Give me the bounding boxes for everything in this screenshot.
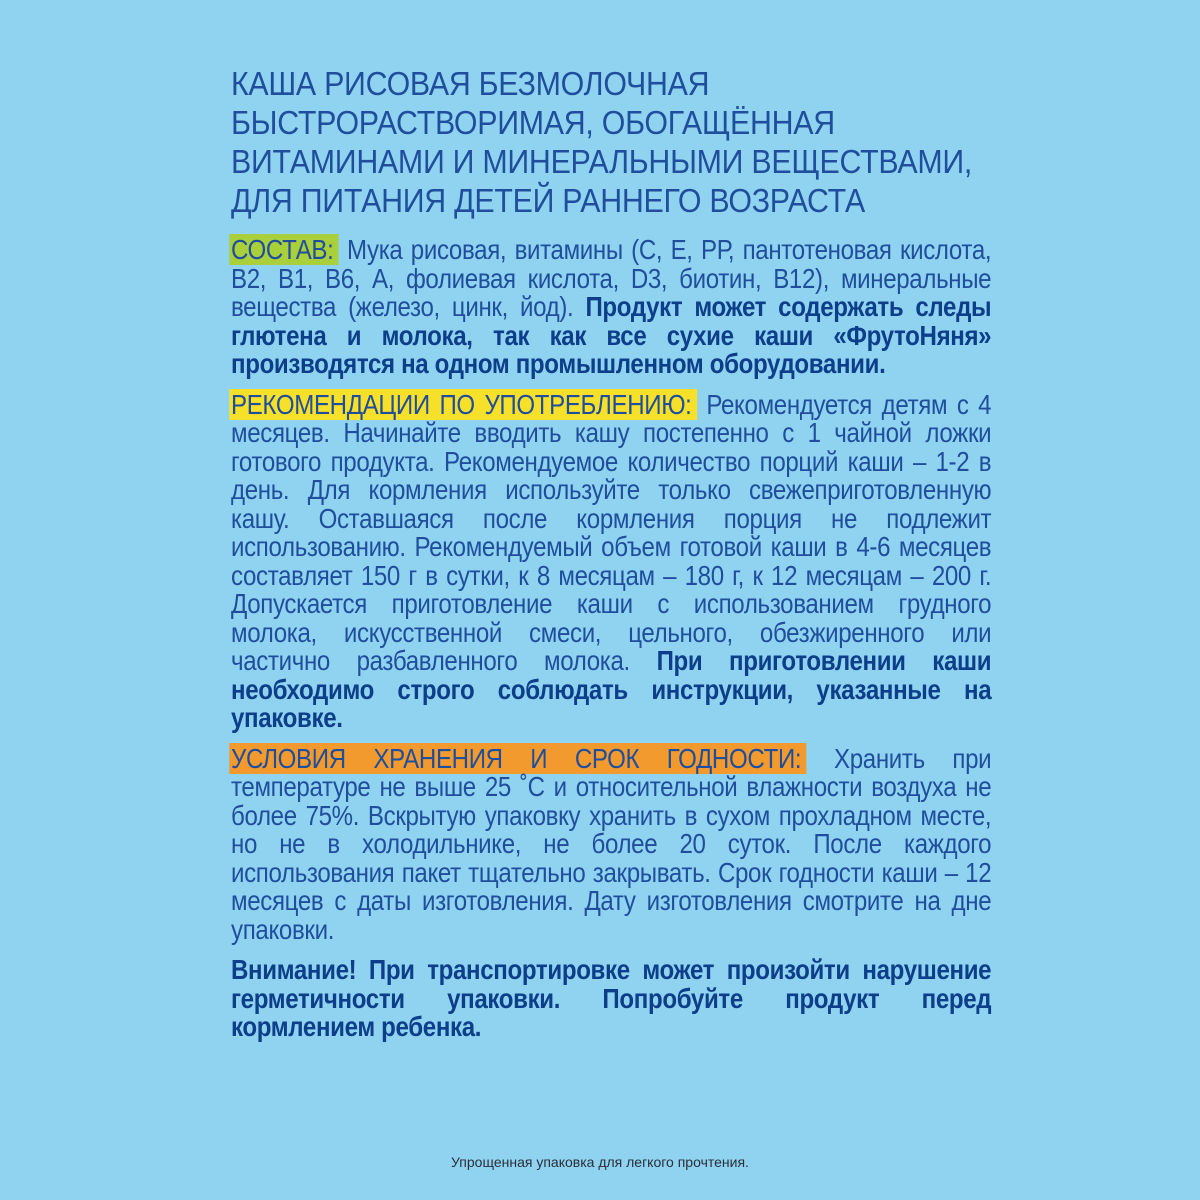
composition-section bbox=[231, 236, 991, 379]
storage-section bbox=[231, 742, 992, 945]
title-line: КАША РИСОВАЯ БЕЗМОЛОЧНАЯ bbox=[231, 65, 710, 102]
recommendations-section bbox=[231, 388, 992, 733]
composition-label: СОСТАВ: bbox=[229, 234, 338, 265]
title-line: БЫСТРОРАСТВОРИМАЯ, ОБОГАЩЁННАЯ bbox=[231, 104, 835, 141]
title-line: ВИТАМИНАМИ И МИНЕРАЛЬНЫМИ ВЕЩЕСТВАМИ, bbox=[231, 143, 973, 180]
footnote: Упрощенная упаковка для легкого прочтения. bbox=[451, 1154, 749, 1170]
title-line: ДЛЯ ПИТАНИЯ ДЕТЕЙ РАННЕГО ВОЗРАСТА bbox=[231, 182, 865, 219]
storage-text: Хранить при температуре не выше 25 ˚С и относительной влажности воздуха не более 75%. Вскрытую упаковку хранить в сухом прохладном месте, но не в холодильнике, не более 20 суток. После каждого использования пакет тщательно закрывать. Срок годности каши – 12 месяцев с даты изготовления. Дату изготовления смотрите на дне упаковки. bbox=[231, 742, 992, 945]
attention-section: Внимание! При транспортировке может произойти нарушение герметичности упаковки. Попробуйте продукт перед кормлением ребенка. bbox=[231, 954, 992, 1042]
recommendations-label: РЕКОМЕНДАЦИИ ПО УПОТРЕБЛЕНИЮ: bbox=[229, 389, 696, 420]
composition-text: Мука рисовая, витамины (С, Е, РР, пантотеновая кислота, В2, В1, В6, А, фолиевая кислота, D3, биотин, В12), минеральные вещества (железо, цинк, йод). bbox=[231, 234, 992, 322]
recommendations-text: Рекомендуется детям с 4 месяцев. Начинайте вводить кашу постепенно с 1 чайной ложки готового продукта. Рекомендуемое количество порций каши – 1-2 в день. Для кормления используйте только свежеприготовленную кашу. Оставшаяся после кормления порция не подлежит использованию. Рекомендуемый объем готовой каши в 4-6 месяцев составляет 150 г в сутки, к 8 месяцам – 180 г, к 12 месяцам – 200 г. Допускается приготовление каши с использованием грудного молока, искусственной смеси, цельного, обезжиренного или частично разбавленного молока. bbox=[231, 388, 992, 676]
storage-label: УСЛОВИЯ ХРАНЕНИЯ И СРОК ГОДНОСТИ: bbox=[229, 743, 806, 774]
product-title bbox=[231, 64, 995, 220]
composition-warning: Продукт может содержать следы глютена и молока, так как все сухие каши «ФрутоНяня» производятся на одном промышленном оборудовании. bbox=[231, 291, 992, 379]
recommendations-warning: При приготовлении каши необходимо строго соблюдать инструкции, указанные на упаковке. bbox=[231, 645, 992, 733]
label-panel bbox=[231, 64, 991, 1054]
